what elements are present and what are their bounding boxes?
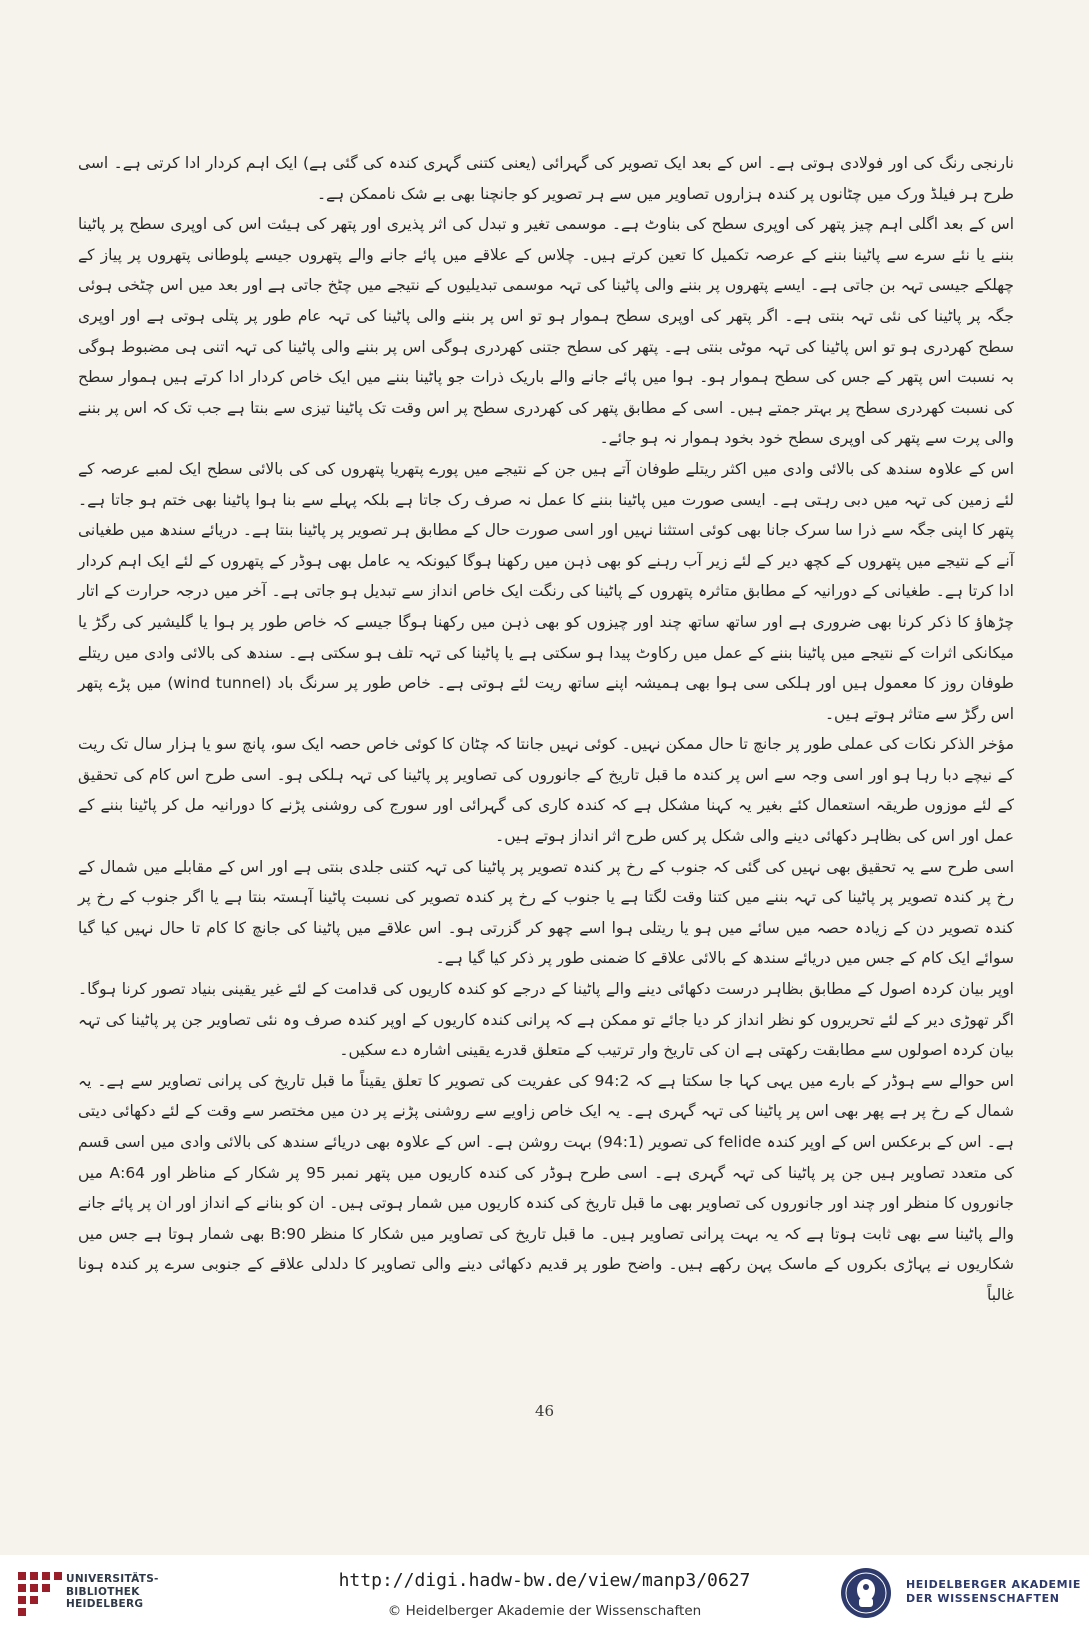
page-number: 46: [534, 1402, 555, 1420]
paragraph: اس کے بعد اگلی اہم چیز پتھر کی اوپری سطح کی بناوٹ ہے۔ موسمی تغیر و تبدل کی اثر پذیری اور پتھر کی ہیئت اس کی اوپری سطح پر پاٹینا بننے یا نئے سرے سے پاٹینا بننے کے عرصہ تکمیل کا تعین کرتے ہیں۔ چلاس کے علاقے میں پائے جانے والے پتھروں جیسے پلوطانی پتھروں پر پیاز کے چھلکے جیسی تہہ بن جاتی ہے۔ ایسے پتھروں پر بننے والی پاٹینا کی تہہ موسمی تبدیلیوں کے نتیجے میں چٹخ جاتی ہے اور بعد میں اس چٹخی ہوئی جگہ پر پاٹینا کی نئی تہہ بنتی ہے۔ اگر پتھر کی اوپری سطح ہموار ہو تو اس پر بننے والی پاٹینا کی تہہ عام طور پر پتلی ہوتی ہے اور اوپری سطح کھردری ہو تو اس پاٹینا کی تہہ موٹی بنتی ہے۔ پتھر کی سطح جتنی کھردری ہوگی اس پر بننے والی پاٹینا کی تہہ اتنی ہی مضبوط ہوگی بہ نسبت اس پتھر کے جس کی سطح ہموار ہو۔ ہوا میں پائے جانے والے باریک ذرات جو پاٹینا بننے میں ایک خاص کردار ادا کرتے ہیں ہموار سطح کی نسبت کھردری سطح پر بہتر جمتے ہیں۔ اسی کے مطابق پتھر کی کھردری سطح پر اس وقت تک پاٹینا تیزی سے بنتا ہے جب تک کہ اس پر بننے والی پرت سے پتھر کی اوپری سطح خود بخود ہموار نہ ہو جائے۔: [78, 215, 1014, 448]
academy-name: [906, 1578, 1081, 1606]
urdu-text-block: [78, 148, 1014, 1311]
library-line: HEIDELBERG: [66, 1598, 144, 1610]
academy-seal-icon[interactable]: [840, 1567, 892, 1619]
academy-line: DER WISSENSCHAFTEN: [906, 1592, 1060, 1605]
library-line: UNIVERSITÄTS-: [66, 1573, 159, 1585]
permalink-url[interactable]: http://digi.hadw-bw.de/view/manp3/0627: [338, 1570, 751, 1591]
copyright-notice: © Heidelberger Akademie der Wissenschaften: [387, 1603, 702, 1619]
paragraph: اس حوالے سے ہوڈر کے بارے میں یہی کہا جا سکتا ہے کہ 94:2 کی عفریت کی تصویر کا تعلق یقیناً ما قبل تاریخ کی پرانی تصاویر سے ہے۔ یہ شمال کے رخ پر ہے پھر بھی اس پر پاٹینا کی تہہ گہری ہے۔ یہ ایک خاص زاویے سے روشنی پڑنے پر دن میں مختصر سے وقت کے لئے دکھائی دیتی ہے۔ اس کے برعکس اس کے اوپر کندہ felide کی تصویر (94:1) بہت روشن ہے۔ اس کے علاوہ بھی دریائے سندھ کی بالائی وادی میں اسی قسم کی متعدد تصاویر ہیں جن پر پاٹینا کی تہہ گہری ہے۔ اسی طرح ہوڈر کی کندہ کاریوں میں پتھر نمبر 95 پر شکار کے مناظر اور 64:A میں جانوروں کا منظر اور چند اور جانوروں کی تصاویر بھی ما قبل تاریخ کی کندہ کاریوں میں شمار ہوتی ہیں۔ ان کو بنانے کے انداز اور ان پر پائے جانے والے پاٹینا سے بھی ثابت ہوتا ہے کہ یہ بہت پرانی تصاویر ہیں۔ ما قبل تاریخ کی تصاویر میں شکار کا منظر 90:B بھی شمار ہوتا ہے جس میں شکاریوں نے پہاڑی بکروں کے ماسک پہن رکھے ہیں۔ واضح طور پر قدیم دکھائی دینے والی تصاویر کا دلدلی علاقے کے جنوبی سرے پر کندہ ہونا غالباً: [78, 1071, 1015, 1304]
library-line: BIBLIOTHEK: [66, 1585, 140, 1598]
academy-line: HEIDELBERGER AKADEMIE: [906, 1578, 1082, 1591]
paragraph: اسی طرح سے یہ تحقیق بھی نہیں کی گئی کہ جنوب کے رخ پر کندہ تصویر پر پاٹینا کی تہہ کتنی جلدی بنتی ہے اور اس کے مقابلے میں شمال کے رخ پر کندہ تصویر پر پاٹینا کی تہہ بننے میں کتنا وقت لگتا ہے یا جنوب کے رخ پر کندہ تصویر کی نسبت پاٹینا آہستہ بنتا ہے یا اگر جنوب کے رخ پر کندہ تصویر دن کے زیادہ حصہ میں سائے میں ہو یا ریتلی ہوا اسے چھو کر گزرتی ہو۔ اس علاقے میں پاٹینا کی جانچ کا کام تا حال نہیں کیا گیا سوائے ایک کام کے جس میں دریائے سندھ کے بالائی علاقے کا ضمنی طور پر ذکر کیا گیا ہے۔: [78, 857, 1014, 968]
paragraph: اوپر بیان کردہ اصول کے مطابق بظاہر درست دکھائی دینے والے پاٹینا کے درجے کو کندہ کاریوں کی قدامت کے لئے غیر یقینی بنیاد تصور کرنا ہوگا۔ اگر تھوڑی دیر کے لئے تحریروں کو نظر انداز کر دیا جائے تو ممکن ہے کہ پرانی کندہ کاریوں کے اوپر کندہ صرف وہ نئی تصاویر جن پر پاٹینا کی تہہ بیان کردہ اصولوں سے مطابقت رکھتی ہے ان کی تاریخ وار ترتیب کے متعلق قدرے یقینی اشارہ دے سکیں۔: [78, 980, 1014, 1060]
paragraph: اس کے علاوہ سندھ کی بالائی وادی میں اکثر ریتلے طوفان آتے ہیں جن کے نتیجے میں پورے پتھریا پتھروں کی کی بالائی سطح ایک لمبے عرصہ کے لئے زمین کی تہہ میں دبی رہتی ہے۔ ایسی صورت میں پاٹینا بننے کا عمل نہ صرف رک جاتا ہے بلکہ پہلے سے بنا ہوا پاٹینا بھی ختم ہو جاتا ہے۔ پتھر کا اپنی جگہ سے ذرا سا سرک جانا بھی کوئی استثنا نہیں اور اسی صورت حال کے مطابق ہر تصویر پر پاٹینا بنتا ہے۔ دریائے سندھ میں طغیانی آنے کے نتیجے میں پتھروں کے کچھ دیر کے لئے زیر آب رہنے کو بھی ذہن میں رکھنا ہوگا کیونکہ یہ عامل بھی ہوڈر کے پتھروں کے لئے ایک اہم کردار ادا کرتا ہے۔ طغیانی کے دورانیہ کے مطابق متاثرہ پتھروں کے پاٹینا کی رنگت ایک خاص انداز سے تبدیل ہو جاتی ہے۔ آخر میں درجہ حرارت کے اتار چڑھاؤ کا ذکر کرنا بھی ضروری ہے اور ساتھ ساتھ چند اور چیزوں کو بھی ذہن میں رکھنا ہوگا جیسے کہ خاص طور پر ہوا یا گلیشیر کی رگڑ یا میکانکی اثرات کے نتیجے میں پاٹینا بننے کے عمل میں رکاوٹ پیدا ہو سکتی ہے یا پاٹینا کی تہہ تلف ہو سکتی ہے۔ سندھ کی بالائی وادی میں ریتلے طوفان روز کا معمول ہیں اور ہلکی سی ہوا بھی ہمیشہ اپنے ساتھ ریت لئے ہوتی ہے۔ خاص طور پر سرنگ باد (wind tunnel) میں پڑے پتھر اس رگڑ سے متاثر ہوتے ہیں۔: [78, 459, 1015, 723]
paragraph: مؤخر الذکر نکات کی عملی طور پر جانچ تا حال ممکن نہیں۔ کوئی نہیں جانتا کہ چٹان کا کوئی خاص حصہ ایک سو، پانچ سو یا ہزار سال تک ریت کے نیچے دبا رہا ہو اور اسی وجہ سے اس پر کندہ ما قبل تاریخ کے جانوروں کی تصاویر پر پاٹینا کی تہہ ہلکی ہو۔ اسی طرح اس کام کی تحقیق کے لئے موزوں طریقہ استعمال کئے بغیر یہ کہنا مشکل ہے کہ کندہ کاری کی گہرائی اور سورج کی روشنی پڑنے کا دورانیہ مل کر پاٹینا بننے کے عمل اور اس کی بظاہر دکھائی دینے والی شکل پر کس طرح اثر انداز ہوتے ہیں۔: [78, 735, 1014, 846]
paragraph: نارنجی رنگ کی اور فولادی ہوتی ہے۔ اس کے بعد ایک تصویر کی گہرائی (یعنی کتنی گہری کندہ کی گئی ہے) ایک اہم کردار ادا کرتی ہے۔ اسی طرح ہر فیلڈ ورک میں چٹانوں پر کندہ ہزاروں تصاویر میں سے ہر تصویر کو جانچنا بھی بے شک ناممکن ہے۔: [78, 154, 1014, 203]
footer-bar: [0, 1555, 1089, 1632]
